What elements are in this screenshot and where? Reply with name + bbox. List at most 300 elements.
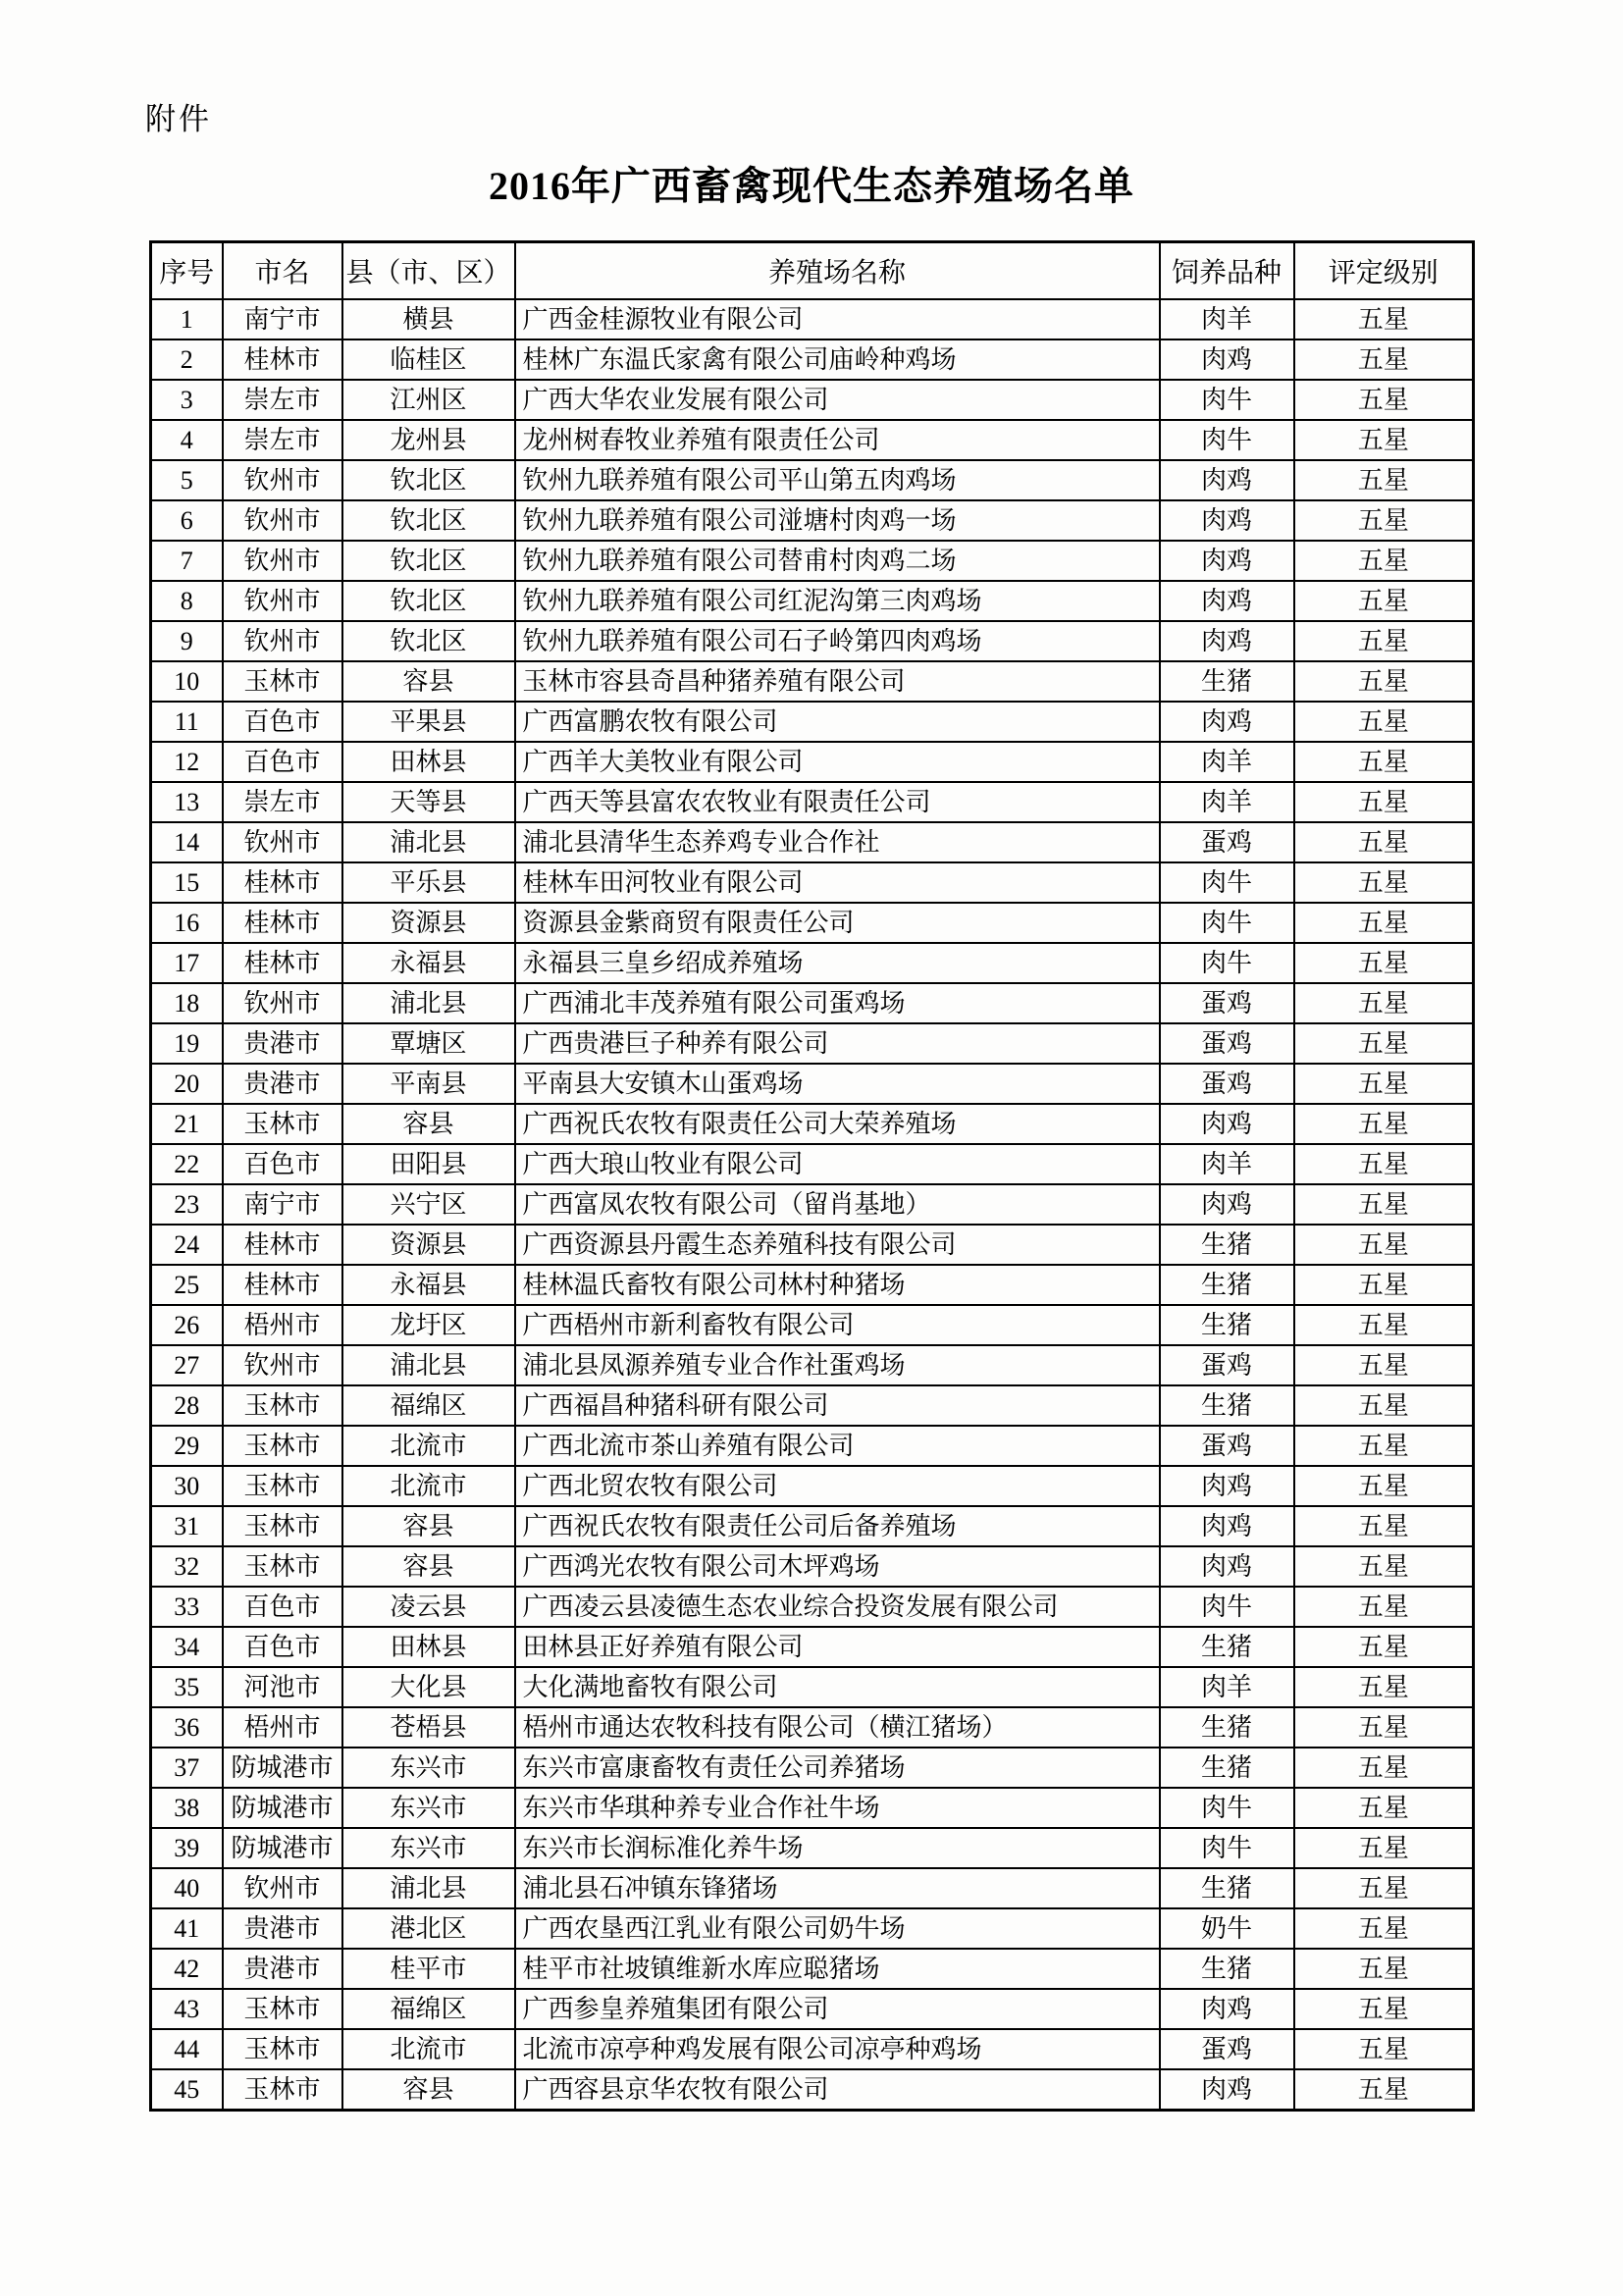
city-cell: 钦州市 [223,1345,342,1385]
rating-level-cell: 五星 [1294,1184,1474,1225]
rating-level-cell: 五星 [1294,460,1474,500]
county-cell: 江州区 [342,380,515,420]
table-row [151,2069,1474,2111]
breed-type-cell: 生猪 [1160,1868,1294,1908]
county-cell: 福绵区 [342,1989,515,2029]
rating-level-cell: 五星 [1294,862,1474,903]
farm-name-cell: 广西天等县富农农牧业有限责任公司 [515,782,1160,822]
table-row [151,1426,1474,1466]
county-cell: 北流市 [342,1426,515,1466]
city-cell: 玉林市 [223,1426,342,1466]
farm-name-cell: 广西北贸农牧有限公司 [515,1466,1160,1506]
table-row [151,822,1474,862]
rating-level-cell: 五星 [1294,742,1474,782]
breed-type-cell: 肉鸡 [1160,541,1294,581]
rating-level-cell: 五星 [1294,1748,1474,1788]
breed-type-cell: 生猪 [1160,1385,1294,1426]
county-cell: 天等县 [342,782,515,822]
county-cell: 容县 [342,2069,515,2111]
table-row [151,1587,1474,1627]
table-row [151,983,1474,1023]
header-farm-name: 养殖场名称 [515,242,1160,300]
breed-type-cell: 肉牛 [1160,380,1294,420]
breed-type-cell: 肉羊 [1160,782,1294,822]
county-cell: 龙州县 [342,420,515,460]
breed-type-cell: 生猪 [1160,1748,1294,1788]
farm-name-cell: 桂林温氏畜牧有限公司林村种猪场 [515,1265,1160,1305]
farm-name-cell: 广西鸿光农牧有限公司木坪鸡场 [515,1546,1160,1587]
city-cell: 百色市 [223,702,342,742]
farm-name-cell: 广西北流市茶山养殖有限公司 [515,1426,1160,1466]
city-cell: 梧州市 [223,1707,342,1748]
breed-type-cell: 生猪 [1160,1265,1294,1305]
rating-level-cell: 五星 [1294,1225,1474,1265]
county-cell: 浦北县 [342,983,515,1023]
breed-type-cell: 肉鸡 [1160,702,1294,742]
rating-level-cell: 五星 [1294,2069,1474,2111]
row-number-cell: 35 [151,1667,223,1707]
county-cell: 桂平市 [342,1949,515,1989]
table-row [151,782,1474,822]
table-row [151,380,1474,420]
breed-type-cell: 肉牛 [1160,903,1294,943]
county-cell: 东兴市 [342,1748,515,1788]
rating-level-cell: 五星 [1294,943,1474,983]
row-number-cell: 27 [151,1345,223,1385]
rating-level-cell: 五星 [1294,1828,1474,1868]
county-cell: 田林县 [342,742,515,782]
header-rating-level: 评定级别 [1294,242,1474,300]
farm-name-cell: 桂平市社坡镇维新水库应聪猪场 [515,1949,1160,1989]
breed-type-cell: 肉羊 [1160,1667,1294,1707]
table-row [151,1546,1474,1587]
breed-type-cell: 肉牛 [1160,1788,1294,1828]
farm-name-cell: 钦州九联养殖有限公司平山第五肉鸡场 [515,460,1160,500]
table-row [151,1265,1474,1305]
row-number-cell: 19 [151,1023,223,1064]
rating-level-cell: 五星 [1294,782,1474,822]
row-number-cell: 33 [151,1587,223,1627]
breed-type-cell: 肉鸡 [1160,1506,1294,1546]
row-number-cell: 1 [151,299,223,339]
county-cell: 大化县 [342,1667,515,1707]
breed-type-cell: 肉鸡 [1160,1546,1294,1587]
farm-name-cell: 东兴市长润标准化养牛场 [515,1828,1160,1868]
row-number-cell: 39 [151,1828,223,1868]
breed-type-cell: 肉牛 [1160,420,1294,460]
city-cell: 百色市 [223,1627,342,1667]
city-cell: 玉林市 [223,2069,342,2111]
county-cell: 钦北区 [342,621,515,661]
rating-level-cell: 五星 [1294,702,1474,742]
table-row [151,943,1474,983]
page-title: 2016年广西畜禽现代生态养殖场名单 [489,164,1134,208]
farm-name-cell: 玉林市容县奇昌种猪养殖有限公司 [515,661,1160,702]
city-cell: 梧州市 [223,1305,342,1345]
farm-name-cell: 广西浦北丰茂养殖有限公司蛋鸡场 [515,983,1160,1023]
table-row [151,1144,1474,1184]
row-number-cell: 12 [151,742,223,782]
city-cell: 桂林市 [223,1225,342,1265]
farm-name-cell: 桂林车田河牧业有限公司 [515,862,1160,903]
county-cell: 兴宁区 [342,1184,515,1225]
table-row [151,1104,1474,1144]
table-row [151,420,1474,460]
farm-name-cell: 广西大华农业发展有限公司 [515,380,1160,420]
city-cell: 百色市 [223,1144,342,1184]
row-number-cell: 16 [151,903,223,943]
rating-level-cell: 五星 [1294,339,1474,380]
table-row [151,1748,1474,1788]
farm-name-cell: 资源县金紫商贸有限责任公司 [515,903,1160,943]
breed-type-cell: 生猪 [1160,661,1294,702]
city-cell: 玉林市 [223,1506,342,1546]
city-cell: 河池市 [223,1667,342,1707]
breed-type-cell: 肉牛 [1160,943,1294,983]
row-number-cell: 13 [151,782,223,822]
rating-level-cell: 五星 [1294,1064,1474,1104]
table-row [151,1506,1474,1546]
city-cell: 玉林市 [223,661,342,702]
rating-level-cell: 五星 [1294,661,1474,702]
county-cell: 覃塘区 [342,1023,515,1064]
table-row [151,1667,1474,1707]
row-number-cell: 11 [151,702,223,742]
row-number-cell: 29 [151,1426,223,1466]
rating-level-cell: 五星 [1294,822,1474,862]
farm-name-cell: 钦州九联养殖有限公司湴塘村肉鸡一场 [515,500,1160,541]
rating-level-cell: 五星 [1294,983,1474,1023]
farm-name-cell: 广西凌云县凌德生态农业综合投资发展有限公司 [515,1587,1160,1627]
county-cell: 北流市 [342,1466,515,1506]
county-cell: 东兴市 [342,1828,515,1868]
table-header-row [151,242,1474,300]
table-row [151,1305,1474,1345]
row-number-cell: 15 [151,862,223,903]
rating-level-cell: 五星 [1294,1546,1474,1587]
row-number-cell: 10 [151,661,223,702]
row-number-cell: 28 [151,1385,223,1426]
county-cell: 容县 [342,1506,515,1546]
farm-name-cell: 东兴市华琪种养专业合作社牛场 [515,1788,1160,1828]
city-cell: 桂林市 [223,903,342,943]
county-cell: 平南县 [342,1064,515,1104]
breed-type-cell: 肉鸡 [1160,2069,1294,2111]
city-cell: 玉林市 [223,1385,342,1426]
header-serial-number: 序号 [151,242,223,300]
rating-level-cell: 五星 [1294,1466,1474,1506]
farm-name-cell: 梧州市通达农牧科技有限公司（横江猪场） [515,1707,1160,1748]
county-cell: 容县 [342,661,515,702]
breed-type-cell: 生猪 [1160,1949,1294,1989]
breed-type-cell: 生猪 [1160,1707,1294,1748]
table-row [151,1949,1474,1989]
row-number-cell: 4 [151,420,223,460]
breed-type-cell: 肉牛 [1160,1828,1294,1868]
table-row [151,702,1474,742]
city-cell: 贵港市 [223,1023,342,1064]
rating-level-cell: 五星 [1294,380,1474,420]
rating-level-cell: 五星 [1294,1707,1474,1748]
city-cell: 贵港市 [223,1949,342,1989]
rating-level-cell: 五星 [1294,2029,1474,2069]
row-number-cell: 31 [151,1506,223,1546]
city-cell: 玉林市 [223,1466,342,1506]
row-number-cell: 6 [151,500,223,541]
rating-level-cell: 五星 [1294,541,1474,581]
breed-type-cell: 肉羊 [1160,1144,1294,1184]
county-cell: 北流市 [342,2029,515,2069]
city-cell: 防城港市 [223,1748,342,1788]
rating-level-cell: 五星 [1294,500,1474,541]
table-row [151,299,1474,339]
breed-type-cell: 蛋鸡 [1160,983,1294,1023]
row-number-cell: 18 [151,983,223,1023]
row-number-cell: 24 [151,1225,223,1265]
farm-name-cell: 广西福昌种猪科研有限公司 [515,1385,1160,1426]
rating-level-cell: 五星 [1294,1788,1474,1828]
row-number-cell: 32 [151,1546,223,1587]
city-cell: 防城港市 [223,1788,342,1828]
table-row [151,1627,1474,1667]
county-cell: 横县 [342,299,515,339]
county-cell: 资源县 [342,1225,515,1265]
breed-type-cell: 蛋鸡 [1160,1064,1294,1104]
farm-name-cell: 桂林广东温氏家禽有限公司庙岭种鸡场 [515,339,1160,380]
row-number-cell: 5 [151,460,223,500]
city-cell: 桂林市 [223,1265,342,1305]
breed-type-cell: 肉牛 [1160,1587,1294,1627]
rating-level-cell: 五星 [1294,1305,1474,1345]
breed-type-cell: 蛋鸡 [1160,1345,1294,1385]
row-number-cell: 25 [151,1265,223,1305]
city-cell: 贵港市 [223,1908,342,1949]
row-number-cell: 20 [151,1064,223,1104]
city-cell: 钦州市 [223,460,342,500]
county-cell: 钦北区 [342,460,515,500]
city-cell: 钦州市 [223,983,342,1023]
table-row [151,903,1474,943]
rating-level-cell: 五星 [1294,903,1474,943]
table-row [151,1064,1474,1104]
city-cell: 玉林市 [223,1546,342,1587]
farm-name-cell: 广西农垦西江乳业有限公司奶牛场 [515,1908,1160,1949]
table-row [151,1707,1474,1748]
row-number-cell: 26 [151,1305,223,1345]
city-cell: 玉林市 [223,1989,342,2029]
farm-name-cell: 广西富凤农牧有限公司（留肖基地） [515,1184,1160,1225]
rating-level-cell: 五星 [1294,1265,1474,1305]
rating-level-cell: 五星 [1294,1587,1474,1627]
farm-name-cell: 永福县三皇乡绍成养殖场 [515,943,1160,983]
rating-level-cell: 五星 [1294,1104,1474,1144]
table-row [151,1225,1474,1265]
county-cell: 资源县 [342,903,515,943]
table-row [151,862,1474,903]
city-cell: 桂林市 [223,339,342,380]
city-cell: 桂林市 [223,943,342,983]
breed-type-cell: 肉鸡 [1160,339,1294,380]
county-cell: 永福县 [342,943,515,983]
header-city: 市名 [223,242,342,300]
breed-type-cell: 蛋鸡 [1160,1426,1294,1466]
table-row [151,1023,1474,1064]
farm-name-cell: 广西祝氏农牧有限责任公司后备养殖场 [515,1506,1160,1546]
farm-name-cell: 广西大琅山牧业有限公司 [515,1144,1160,1184]
header-county: 县（市、区） [342,242,515,300]
city-cell: 桂林市 [223,862,342,903]
row-number-cell: 23 [151,1184,223,1225]
city-cell: 钦州市 [223,822,342,862]
farm-name-cell: 龙州树春牧业养殖有限责任公司 [515,420,1160,460]
breed-type-cell: 生猪 [1160,1627,1294,1667]
breed-type-cell: 肉鸡 [1160,460,1294,500]
row-number-cell: 7 [151,541,223,581]
farm-name-cell: 广西梧州市新利畜牧有限公司 [515,1305,1160,1345]
row-number-cell: 36 [151,1707,223,1748]
farm-name-cell: 平南县大安镇木山蛋鸡场 [515,1064,1160,1104]
row-number-cell: 34 [151,1627,223,1667]
farm-list-table [149,240,1475,2112]
table-row [151,742,1474,782]
breed-type-cell: 肉羊 [1160,299,1294,339]
breed-type-cell: 蛋鸡 [1160,1023,1294,1064]
city-cell: 防城港市 [223,1828,342,1868]
table-row [151,2029,1474,2069]
table-row [151,541,1474,581]
farm-name-cell: 北流市凉亭种鸡发展有限公司凉亭种鸡场 [515,2029,1160,2069]
table-row [151,621,1474,661]
rating-level-cell: 五星 [1294,1506,1474,1546]
county-cell: 港北区 [342,1908,515,1949]
row-number-cell: 44 [151,2029,223,2069]
county-cell: 苍梧县 [342,1707,515,1748]
county-cell: 钦北区 [342,500,515,541]
rating-level-cell: 五星 [1294,1949,1474,1989]
county-cell: 临桂区 [342,339,515,380]
city-cell: 崇左市 [223,420,342,460]
farm-name-cell: 钦州九联养殖有限公司石子岭第四肉鸡场 [515,621,1160,661]
table-row [151,1828,1474,1868]
table-row [151,500,1474,541]
farm-name-cell: 广西资源县丹霞生态养殖科技有限公司 [515,1225,1160,1265]
county-cell: 田阳县 [342,1144,515,1184]
farm-name-cell: 浦北县清华生态养鸡专业合作社 [515,822,1160,862]
city-cell: 钦州市 [223,621,342,661]
city-cell: 南宁市 [223,1184,342,1225]
city-cell: 贵港市 [223,1064,342,1104]
breed-type-cell: 肉鸡 [1160,1466,1294,1506]
rating-level-cell: 五星 [1294,1627,1474,1667]
row-number-cell: 45 [151,2069,223,2111]
county-cell: 钦北区 [342,581,515,621]
table-row [151,581,1474,621]
county-cell: 东兴市 [342,1788,515,1828]
breed-type-cell: 蛋鸡 [1160,822,1294,862]
rating-level-cell: 五星 [1294,1868,1474,1908]
breed-type-cell: 肉鸡 [1160,621,1294,661]
header-breed-type: 饲养品种 [1160,242,1294,300]
table-row [151,661,1474,702]
county-cell: 凌云县 [342,1587,515,1627]
county-cell: 田林县 [342,1627,515,1667]
city-cell: 钦州市 [223,500,342,541]
table-row [151,1989,1474,2029]
county-cell: 平果县 [342,702,515,742]
table-row [151,460,1474,500]
farm-name-cell: 广西参皇养殖集团有限公司 [515,1989,1160,2029]
rating-level-cell: 五星 [1294,1144,1474,1184]
breed-type-cell: 肉羊 [1160,742,1294,782]
rating-level-cell: 五星 [1294,1908,1474,1949]
table-row [151,1868,1474,1908]
rating-level-cell: 五星 [1294,1989,1474,2029]
rating-level-cell: 五星 [1294,1667,1474,1707]
farm-name-cell: 广西富鹏农牧有限公司 [515,702,1160,742]
farm-name-cell: 东兴市富康畜牧有责任公司养猪场 [515,1748,1160,1788]
city-cell: 崇左市 [223,380,342,420]
city-cell: 钦州市 [223,541,342,581]
farm-name-cell: 钦州九联养殖有限公司红泥沟第三肉鸡场 [515,581,1160,621]
county-cell: 浦北县 [342,1868,515,1908]
breed-type-cell: 肉鸡 [1160,500,1294,541]
row-number-cell: 8 [151,581,223,621]
rating-level-cell: 五星 [1294,1345,1474,1385]
row-number-cell: 38 [151,1788,223,1828]
farm-name-cell: 广西容县京华农牧有限公司 [515,2069,1160,2111]
county-cell: 福绵区 [342,1385,515,1426]
farm-name-cell: 广西羊大美牧业有限公司 [515,742,1160,782]
county-cell: 浦北县 [342,822,515,862]
rating-level-cell: 五星 [1294,581,1474,621]
table-row [151,339,1474,380]
farm-name-cell: 钦州九联养殖有限公司替甫村肉鸡二场 [515,541,1160,581]
attachment-label: 附件 [145,102,212,136]
county-cell: 容县 [342,1546,515,1587]
breed-type-cell: 生猪 [1160,1225,1294,1265]
rating-level-cell: 五星 [1294,1023,1474,1064]
farm-name-cell: 浦北县石冲镇东锋猪场 [515,1868,1160,1908]
breed-type-cell: 蛋鸡 [1160,2029,1294,2069]
city-cell: 百色市 [223,1587,342,1627]
city-cell: 钦州市 [223,1868,342,1908]
county-cell: 钦北区 [342,541,515,581]
farm-name-cell: 广西祝氏农牧有限责任公司大荣养殖场 [515,1104,1160,1144]
farm-name-cell: 浦北县凤源养殖专业合作社蛋鸡场 [515,1345,1160,1385]
breed-type-cell: 肉鸡 [1160,1184,1294,1225]
row-number-cell: 30 [151,1466,223,1506]
county-cell: 容县 [342,1104,515,1144]
rating-level-cell: 五星 [1294,1385,1474,1426]
table-row [151,1788,1474,1828]
row-number-cell: 21 [151,1104,223,1144]
city-cell: 钦州市 [223,581,342,621]
rating-level-cell: 五星 [1294,1426,1474,1466]
row-number-cell: 40 [151,1868,223,1908]
city-cell: 玉林市 [223,2029,342,2069]
row-number-cell: 14 [151,822,223,862]
county-cell: 龙圩区 [342,1305,515,1345]
row-number-cell: 9 [151,621,223,661]
row-number-cell: 2 [151,339,223,380]
row-number-cell: 41 [151,1908,223,1949]
breed-type-cell: 肉鸡 [1160,1104,1294,1144]
county-cell: 平乐县 [342,862,515,903]
farm-name-cell: 广西金桂源牧业有限公司 [515,299,1160,339]
breed-type-cell: 肉鸡 [1160,581,1294,621]
row-number-cell: 22 [151,1144,223,1184]
farm-table-body [151,299,1474,2111]
